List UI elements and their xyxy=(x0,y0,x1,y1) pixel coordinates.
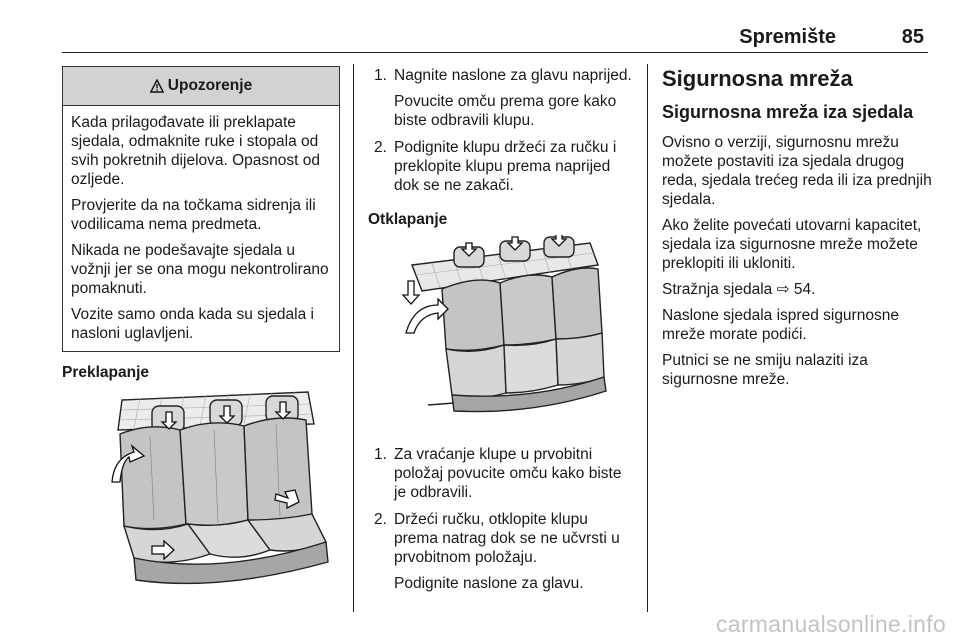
section-title: Sigurnosna mreža xyxy=(662,66,853,91)
warning-box xyxy=(62,66,340,352)
step-number: 1. xyxy=(374,446,387,463)
warning-triangle-icon xyxy=(150,79,164,93)
page-title: Spremište xyxy=(739,26,836,48)
warning-body xyxy=(63,106,339,351)
step-extra: Povucite omču prema gore kako biste odbravili klupu. xyxy=(394,93,617,129)
column-middle xyxy=(368,66,636,601)
watermark: carmanualsonline.info xyxy=(715,611,946,637)
unfolding-steps xyxy=(368,445,636,593)
header-rule xyxy=(62,52,928,53)
paragraph-with-reference[interactable]: Stražnja sjedala ⇨ 54. xyxy=(662,281,816,298)
step-text: Za vraćanje klupe u prvobitni položaj povucite omču kako biste je odbravili. xyxy=(394,446,622,501)
section-subtitle: Sigurnosna mreža iza sjedala xyxy=(662,102,914,122)
step-text: Nagnite naslone za glavu naprijed. xyxy=(394,67,632,84)
step-number: 2. xyxy=(374,511,387,528)
column-left xyxy=(62,66,342,598)
paragraph: Ako želite povećati utovarni kapacitet, sjedala iza sigurnosne mreže možete preklopiti ili ukloniti. xyxy=(662,217,922,272)
step-number: 2. xyxy=(374,139,387,156)
column-right xyxy=(662,66,932,396)
step-extra: Podignite naslone za glavu. xyxy=(394,575,584,592)
folding-steps xyxy=(368,66,636,195)
warning-paragraph: Provjerite da na točkama sidrenja ili vodilicama nema predmeta. xyxy=(71,197,316,233)
page-header xyxy=(62,24,928,54)
list-item xyxy=(368,138,636,195)
warning-header xyxy=(63,67,339,106)
folding-seat-illustration xyxy=(100,386,330,598)
list-item xyxy=(368,510,636,593)
list-item xyxy=(368,66,636,130)
list-item xyxy=(368,445,636,502)
unfolding-heading: Otklapanje xyxy=(368,211,448,228)
warning-title: Upozorenje xyxy=(167,77,253,94)
warning-paragraph: Vozite samo onda kada su sjedala i nasloni uglavljeni. xyxy=(71,306,314,342)
warning-paragraph: Kada prilagođavate ili preklapate sjedala, odmaknite ruke i stopala od svih pokretnih dijelova. Opasnost od ozljede. xyxy=(71,114,321,188)
step-text: Podignite klupu držeći za ručku i preklopite klupu prema naprijed dok se ne zakači. xyxy=(394,139,617,194)
folding-heading: Preklapanje xyxy=(62,364,150,381)
paragraph: Putnici se ne smiju nalaziti iza sigurnosne mreže. xyxy=(662,352,868,388)
column-divider-2 xyxy=(647,64,648,612)
column-divider-1 xyxy=(353,64,354,612)
unfolding-seat-illustration xyxy=(402,235,612,435)
step-number: 1. xyxy=(374,67,387,84)
warning-paragraph: Nikada ne podešavajte sjedala u vožnji jer se ona mogu nekontrolirano pomaknuti. xyxy=(71,242,329,297)
paragraph: Ovisno o verziji, sigurnosnu mrežu možete postaviti iza sjedala drugog reda, sjedala trećeg reda ili iza prednjih sjedala. xyxy=(662,134,932,208)
paragraph: Naslone sjedala ispred sigurnosne mreže morate podići. xyxy=(662,307,899,343)
page-number: 85 xyxy=(901,26,924,48)
step-text: Držeći ručku, otklopite klupu prema natrag dok se ne učvrsti u prvobitnom položaju. xyxy=(394,511,620,566)
